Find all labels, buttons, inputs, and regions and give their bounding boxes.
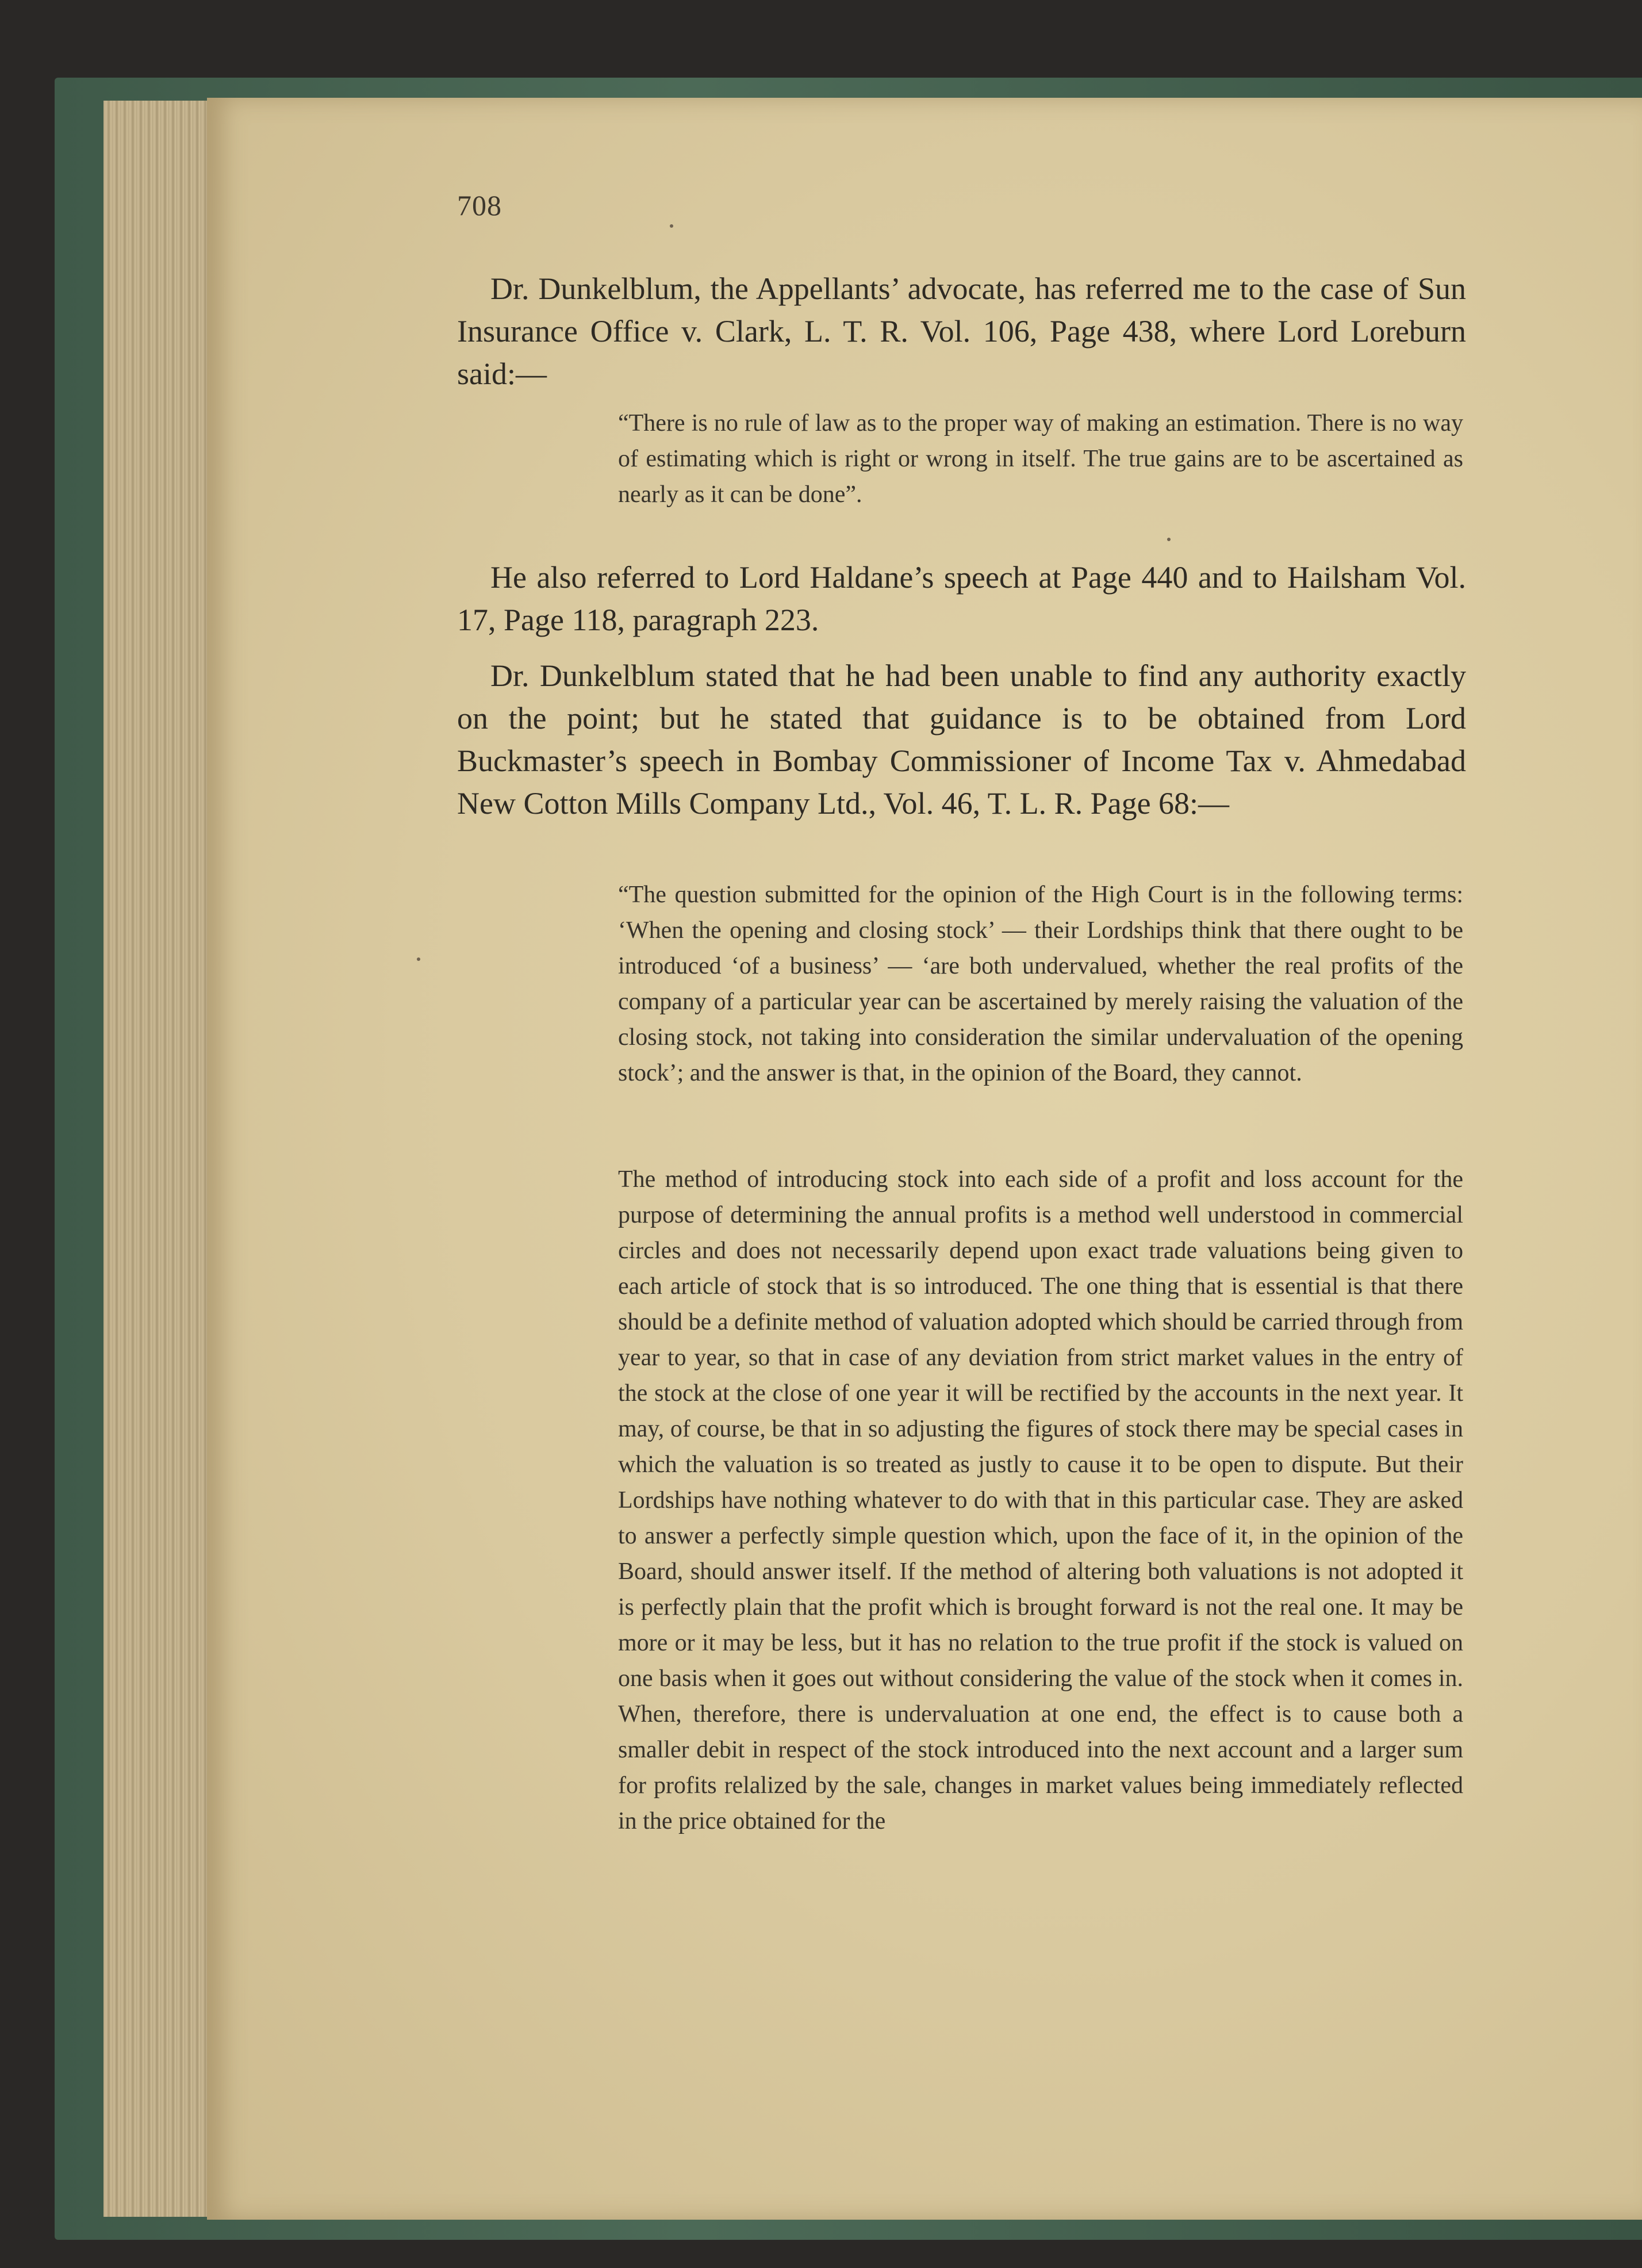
quote-1: “There is no rule of law as to the proper way of making an estimation. There is no way of estimating which is right or wrong in itself. The true gains are to be ascertained as nearly as it can be done”. [618, 410, 1463, 508]
paper-speck [670, 224, 673, 228]
paragraph-3: Dr. Dunkelblum stated that he had been unable to find any authority exactly on the point; but he stated that guidance is to be obtained from Lord Buckmaster’s speech in Bombay Commissioner of Income Tax v. Ahmedabad New Cotton Mills Company Ltd., Vol. 46, T. L. R. Page 68:— [457, 658, 1466, 821]
quote-2: “The question submitted for the opinion of the High Court is in the following terms: ‘When the opening and closing stock’ — their Lordships think that there ought to be introduced ‘of a business’ — ‘are both undervalued, whether the real profits of the company of a particular year can be ascertained by merely raising the valuation of the closing stock, not taking into consideration the similar undervaluation of the opening stock’; and the answer is that, in the opinion of the Board, they cannot. [618, 882, 1463, 1086]
paper-speck [417, 957, 420, 961]
page-edges [103, 101, 218, 2217]
paragraph-1: Dr. Dunkelblum, the Appellants’ advocate, has referred me to the case of Sun Insurance Office v. Clark, L. T. R. Vol. 106, Page 438, where Lord Loreburn said:— [457, 271, 1466, 391]
page-number: 708 [457, 189, 502, 221]
paragraph-2: He also referred to Lord Haldane’s speech at Page 440 and to Hailsham Vol. 17, Page 118, paragraph 223. [457, 560, 1466, 637]
paper-speck [1167, 538, 1171, 541]
quote-3: The method of introducing stock into each side of a profit and loss account for the purpose of determining the annual profits is a method well understood in commercial circles and does not necessarily depend upon exact trade valuations being given to each article of stock that is so introduced. The one thing that is essential is that there should be a definite method of valuation adopted which should be carried through from year to year, so that in case of any deviation from strict market values in the entry of the stock at the close of one year it will be rectified by the accounts in the next year. It may, of course, be that in so adjusting the figures of stock there may be special cases in which the valuation is so treated as justly to cause it to be open to dispute. But their Lordships have nothing whatever to do with that in this particular case. They are asked to answer a perfectly simple question which, upon the face of it, in the opinion of the Board, should answer itself. If the method of altering both valuations is not adopted it is perfectly plain that the profit which is brought forward is not the real one. It may be more or it may be less, but it has no relation to the true profit if the stock is valued on one basis when it goes out without considering the value of the stock when it comes in. When, therefore, there is undervaluation at one end, the effect is to cause both a smaller debit in respect of the stock introduced into the next account and a larger sum for profits relalized by the sale, changes in market values being immediately reflected in the price obtained for the [618, 1166, 1463, 1834]
